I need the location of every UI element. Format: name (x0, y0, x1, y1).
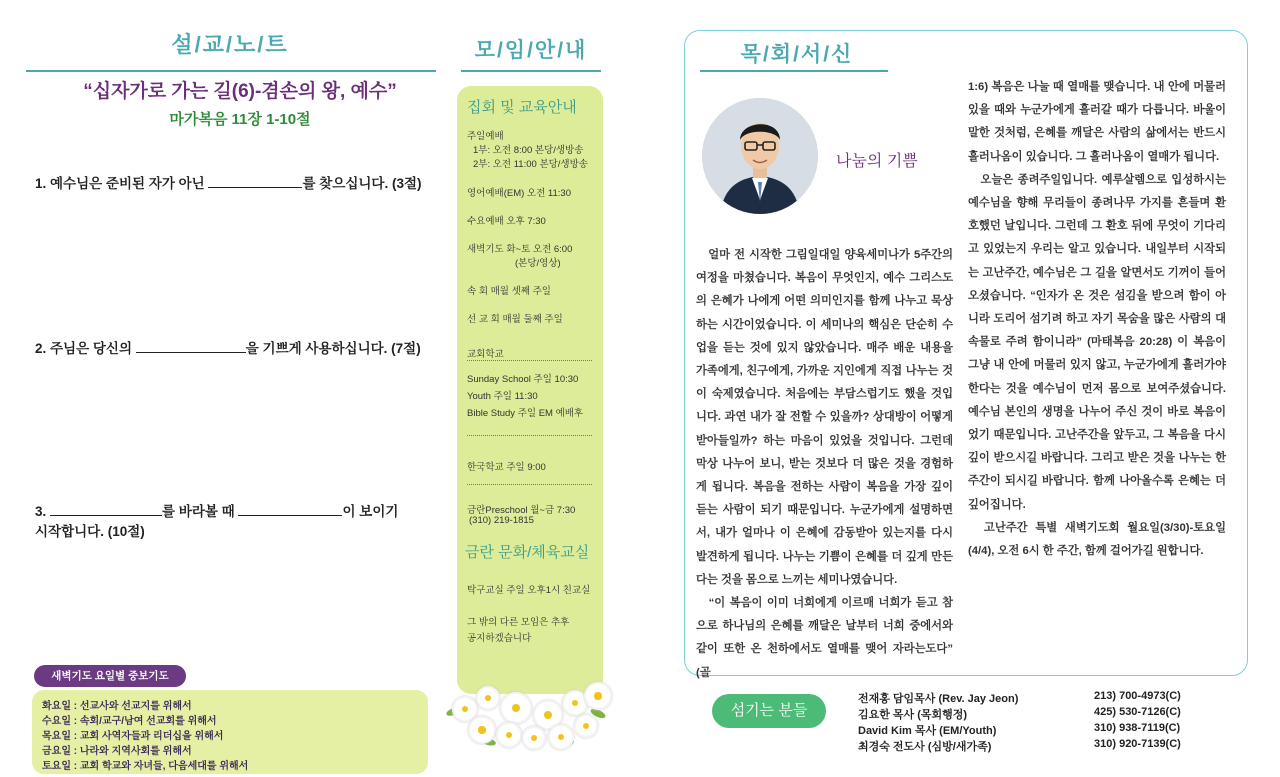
question-1: 1. 예수님은 준비된 자가 아닌 를 찾으십니다. (3절) (35, 173, 445, 194)
section-heading: 집회 및 교육안내 (467, 99, 577, 116)
header-divider (461, 70, 601, 72)
prayer-item: 화요일 : 선교사와 선교지를 위해서 (42, 701, 192, 712)
staff-phone: 310) 920-7139(C) (1094, 738, 1181, 750)
prayer-label: 새벽기도 요일별 중보기도 (34, 665, 186, 687)
dotted-divider (467, 360, 592, 361)
letter-title: 나눔의 기쁨 (836, 153, 918, 170)
meeting-guide-header: 모/임/안/내 (474, 39, 588, 62)
pastor-photo (702, 98, 818, 214)
schedule-line: (310) 219-1815 (469, 515, 534, 526)
prayer-list (32, 690, 428, 774)
answer-blank (50, 501, 162, 516)
note-line: 그 밖의 다른 모임은 추후 (467, 617, 570, 628)
prayer-item: 목요일 : 교회 사역자들과 리더십을 위해서 (42, 731, 224, 742)
answer-blank (136, 338, 246, 353)
staff-name: David Kim 목사 (EM/Youth) (858, 725, 997, 737)
daisy-decoration (440, 680, 620, 755)
meeting-panel (457, 86, 603, 694)
note-line: 공지하겠습니다 (467, 633, 532, 644)
schedule-line: 1부: 오전 8:00 본당/생방송 (473, 145, 584, 156)
answer-blank (208, 173, 302, 188)
staff-phone: 310) 938-7119(C) (1094, 722, 1181, 734)
schedule-line: 탁구교실 주일 오후1시 친교실 (467, 585, 591, 596)
schedule-label: 주일예배 (467, 131, 504, 142)
header-divider (26, 70, 436, 72)
scripture-reference: 마가복음 11장 1-10절 (169, 111, 311, 128)
sermon-title: “십자가로 가는 길(6)-겸손의 왕, 예수” (83, 81, 397, 102)
staff-name: 전재홍 담임목사 (Rev. Jay Jeon) (858, 693, 1019, 705)
schedule-line: 선 교 회 매월 둘째 주일 (467, 314, 563, 325)
schedule-line: 한국학교 주일 9:00 (467, 462, 546, 473)
section-heading: 금란 문화/체육교실 (465, 544, 590, 561)
letter-body-right: 1:6) 복음은 나눌 때 열매를 맺습니다. 내 안에 머물러 있을 때와 누군가에게 흘러갈 때가 다릅니다. 바울이 말한 것처럼, 은혜를 깨달은 사람의 삶에서는 반드시 흘러나옴이 있습니다. 그 흘러나옴이 열매가 됩니다. 오늘은 종려주일입니다. 예루살렘으로 입성하시는 예수님을 향해 무리들이 종려나무 가지를 흔들며 환호했던 날입니다. 그런데 그 환호 뒤에 무엇이 기다리고 있었는지 우리는 알고 있습니다. 내일부터 시작되는 고난주간, 예수님은 그 길을 알면서도 기꺼이 들어오셨습니다. “인자가 온 것은 섬김을 받으려 함이 아니라 도리어 섬기려 하고 자기 목숨을 많은 사람의 대속물로 주려 함이니라” (마태복음 20:28) 이 복음이 그냥 내 안에 머물러 있지 않고, 누군가에게 흘러가야 한다는 것을 예수님이 먼저 몸으로 보여주셨습니다. 예수님 본인의 생명을 나누어 주신 것이 바로 복음이었기 때문입니다. 고난주간을 앞두고, 그 복음을 다시 깊이 받으시길 바랍니다. 그리고 받은 것을 나누는 한 주간이 되시길 바랍니다. 함께 나아올수록 은혜는 더 깊어집니다. 고난주간 특별 새벽기도회 월요일(3/30)-토요일(4/4), 오전 6시 한 주간, 함께 걸어가길 원합니다. (968, 81, 1226, 558)
schedule-line: 속 회 매월 셋째 주일 (467, 286, 551, 297)
question-3: 3. 를 바라볼 때 이 보이기 시작합니다. (10절) (35, 501, 445, 542)
prayer-item: 토요일 : 교회 학교와 자녀들, 다음세대를 위해서 (42, 761, 249, 772)
schedule-line: (본당/영상) (515, 258, 561, 269)
staff-phone: 425) 530-7126(C) (1094, 706, 1181, 718)
header-divider (700, 70, 888, 72)
schedule-label: 교회학교 (467, 349, 504, 360)
dotted-divider (467, 435, 592, 436)
schedule-line: Sunday School 주일 10:30 (467, 374, 579, 385)
staff-phone: 213) 700-4973(C) (1094, 690, 1181, 702)
schedule-line: 새벽기도 화~토 오전 6:00 (467, 244, 573, 255)
prayer-item: 수요일 : 속회/교구/남여 선교회를 위해서 (42, 716, 217, 727)
question-2: 2. 주님은 당신의 을 기쁘게 사용하십니다. (7절) (35, 338, 445, 359)
dotted-divider (467, 484, 592, 485)
prayer-item: 금요일 : 나라와 지역사회를 위해서 (42, 746, 192, 757)
staff-name: 김요한 목사 (목회행정) (858, 709, 968, 721)
letter-body-left: 얼마 전 시작한 그림일대일 양육세미나가 5주간의 여정을 마쳤습니다. 복음이 무엇인지, 예수 그리스도의 은혜가 나에게 어떤 의미인지를 함께 나누고 묵상하는 시간이었습니다. 이 세미나의 핵심은 단순히 수업을 듣는 것에 있지 않았습니다. 매주 배운 내용을 가족에게, 친구에게, 가까운 지인에게 직접 나누는 것이 숙제였습니다. 처음에는 부담스럽기도 했을 것입니다. 과연 내가 잘 전할 수 있을까? 상대방이 어떻게 받아들일까? 하는 마음이 있었을 것입니다. 그런데 막상 나누어 보니, 받는 것보다 더 많은 것을 경험하게 됩니다. 복음을 전하는 사람이 복음을 가장 깊이 듣는 사람이 되기 때문입니다. 누군가에게 설명하면서, 내가 얼마나 이 은혜에 감동받아 있는지를 다시 발견하게 됩니다. 나누는 기쁨이 은혜를 더 깊게 만든다는 것을 몸으로 느끼는 세미나였습니다. “이 복음이 이미 너희에게 이르매 너희가 듣고 참으로 하나님의 은혜를 깨달은 날부터 너희 중에서와 같이 또한 온 천하에서도 열매를 맺어 자라는도다” (골 (696, 249, 953, 679)
schedule-line: 수요예배 오후 7:30 (467, 216, 546, 227)
pastor-letter-header: 목/회/서/신 (740, 43, 854, 66)
staff-name: 최경숙 전도사 (심방/새가족) (858, 741, 992, 753)
staff-label: 섬기는 분들 (712, 694, 826, 728)
schedule-line: Bible Study 주일 EM 예배후 (467, 408, 584, 419)
schedule-line: 금란Preschool 월~금 7:30 (467, 505, 576, 516)
schedule-line: 2부: 오전 11:00 본당/생방송 (473, 159, 588, 170)
answer-blank (238, 501, 342, 516)
schedule-line: 영어예배(EM) 오전 11:30 (467, 188, 571, 199)
schedule-line: Youth 주일 11:30 (467, 391, 538, 402)
sermon-notes-header: 설/교/노/트 (171, 32, 289, 57)
